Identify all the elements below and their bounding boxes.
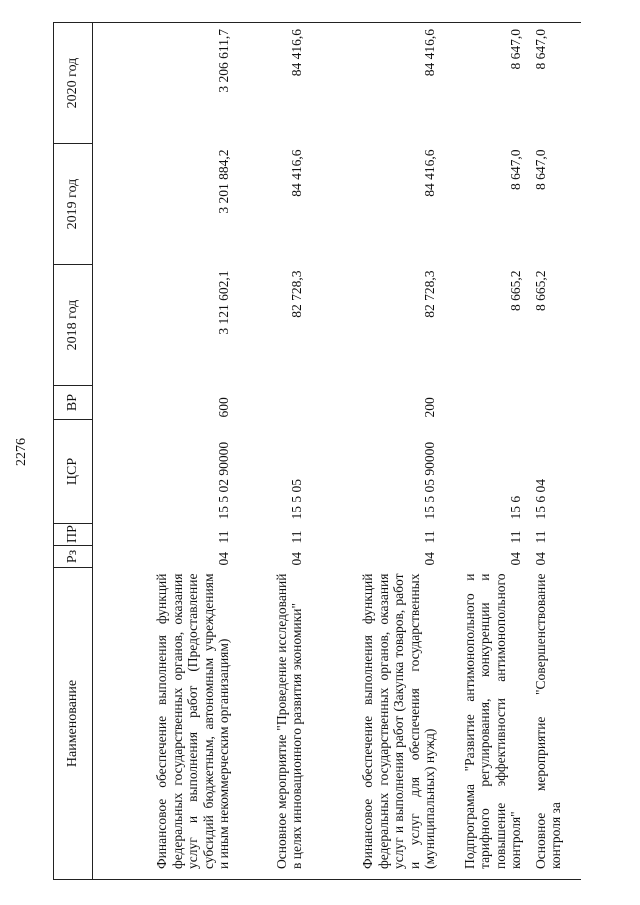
row-rz: 04 (215, 552, 231, 566)
row-2018: 82 728,3 (421, 270, 437, 318)
table-row (529, 23, 581, 880)
row-vr: 600 (215, 397, 231, 418)
row-2020: 84 416,6 (310, 23, 443, 144)
row-name: Основное мероприятие "Проведение исследований в целях инновационного развития экономики" (237, 568, 310, 880)
row-vr: 200 (421, 397, 437, 418)
header-2018: 2018 год (54, 265, 93, 386)
row-name: Финансовое обеспечение выполнения функций федеральных государственных органов, оказания услуг и выполнения работ (Закупка товаров, работ и услуг для обеспечения государственных (муниципальных) нужд) (310, 568, 443, 880)
row-2019: 84 416,6 (421, 149, 437, 197)
header-name: Наименование (54, 568, 93, 880)
row-pr: 11 (421, 530, 437, 544)
row-vr (529, 386, 581, 420)
row-pr: 11 (215, 530, 231, 544)
row-pr: 11 (507, 530, 523, 544)
header-rz: Рз (54, 546, 93, 568)
header-vr: ВР (54, 386, 93, 420)
row-rz: 04 (421, 552, 437, 566)
row-2018: 8 665,2 (507, 270, 523, 311)
row-csr: 15 6 04 (532, 479, 548, 520)
header-csr: ЦСР (54, 420, 93, 524)
row-2018: 82 728,3 (288, 270, 304, 318)
row-2019: 8 647,0 (532, 149, 548, 190)
row-vr (237, 386, 310, 420)
row-2018: 8 665,2 (532, 270, 548, 311)
row-2020: 8 647,0 (443, 23, 529, 144)
row-csr: 15 5 05 (288, 479, 304, 520)
header-2019: 2019 год (54, 144, 93, 265)
row-2019: 84 416,6 (288, 149, 304, 197)
table-row (310, 23, 443, 880)
row-2020: 84 416,6 (237, 23, 310, 144)
header-2020: 2020 год (54, 23, 93, 144)
table-row (237, 23, 310, 880)
page-number: 2276 (14, 438, 29, 466)
row-2020: 8 647,0 (529, 23, 581, 144)
row-csr: 15 5 02 90000 (215, 441, 231, 520)
row-2020: 3 206 611,7 (93, 23, 237, 144)
budget-table (53, 22, 581, 880)
table-row (443, 23, 529, 880)
header-row (54, 23, 93, 880)
row-name: Подпрограмма "Развитие антимонопольного и тарифного регулирования, конкуренции и повышение эффективности антимонопольного контроля" (443, 568, 529, 880)
header-pr: ПР (54, 524, 93, 546)
row-rz: 04 (532, 552, 548, 566)
row-pr: 11 (288, 530, 304, 544)
budget-table-sheet (53, 24, 581, 880)
row-name: Финансовое обеспечение выполнения функций федеральных государственных органов, оказания услуг и выполнения работ (Предоставление субсидий бюджетным, автономным учреждениям и иным некоммерческим организациям) (93, 568, 237, 880)
row-name: Основное мероприятие "Совершенствование контроля за (529, 568, 581, 880)
row-rz: 04 (507, 552, 523, 566)
row-csr: 15 5 05 90000 (421, 441, 437, 520)
row-2018: 3 121 602,1 (215, 270, 231, 335)
table-row (93, 23, 237, 880)
row-rz: 04 (288, 552, 304, 566)
row-2019: 8 647,0 (507, 149, 523, 190)
row-pr: 11 (532, 530, 548, 544)
row-vr (443, 386, 529, 420)
row-csr: 15 6 (507, 495, 523, 520)
row-2019: 3 201 884,2 (215, 149, 231, 214)
